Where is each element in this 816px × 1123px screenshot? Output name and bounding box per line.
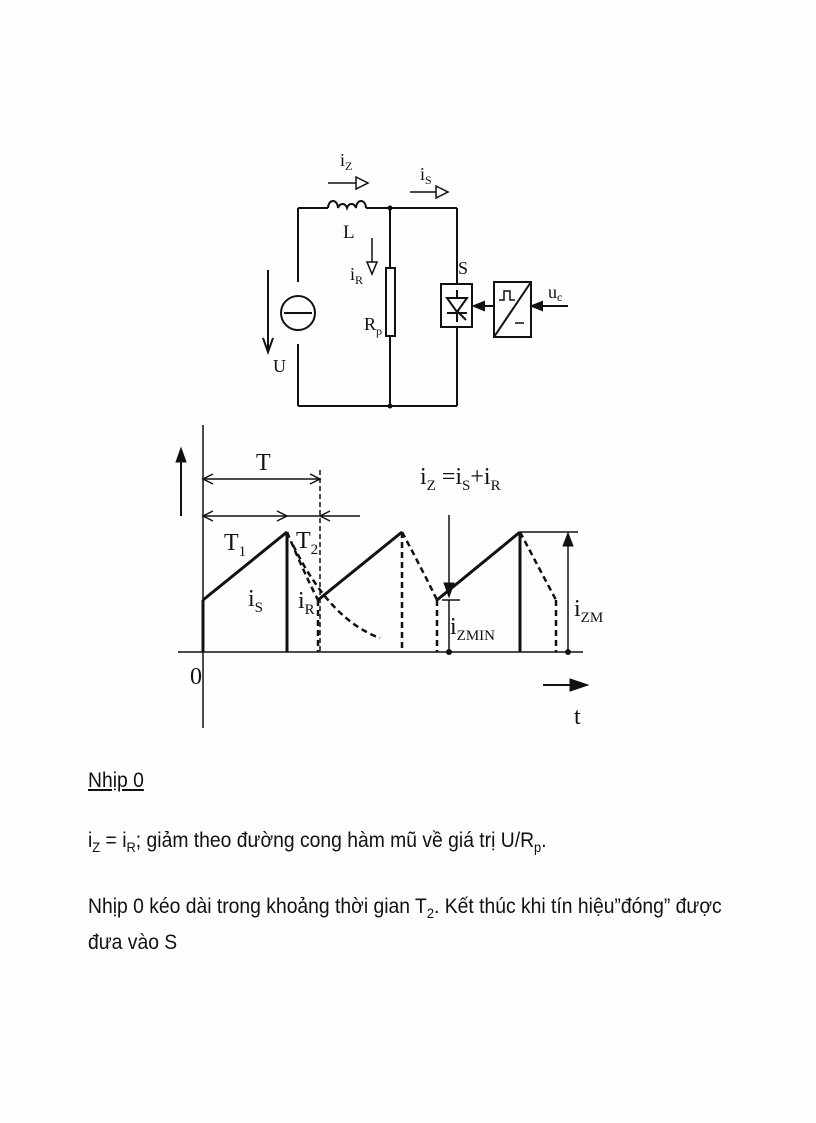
paragraph-current-equation: $i_Z = i_R$; giảm theo đường cong hàm mũ về giá trị $U/R_p$.: [88, 829, 547, 856]
label-is: $i_S$: [420, 164, 432, 187]
waveform-diagram: [176, 425, 588, 728]
label-source-u: U: [273, 356, 286, 376]
label-period-t: T: [256, 450, 271, 476]
inductor-coil: [328, 201, 366, 208]
label-izmin: $i_{ZMIN}$: [450, 614, 495, 644]
label-ir: $i_R$: [350, 264, 364, 287]
label-origin: 0: [190, 664, 202, 690]
circuit-diagram: [263, 177, 568, 406]
label-inductor: L: [343, 222, 355, 243]
label-uc: uc: [548, 282, 563, 304]
paragraph-duration: Nhịp 0 kéo dài trong khoảng thời gian $T_2$. Kết thúc khi tín hiệu”đóng” được đưa vào S: [88, 895, 722, 955]
label-t1: $T_1$: [224, 530, 247, 560]
label-rp: $R_p$: [364, 314, 383, 338]
label-wave-ir: $i_R$: [298, 588, 315, 618]
label-switch: S: [458, 258, 469, 278]
section-heading: Nhịp 0: [88, 769, 144, 792]
label-equation: $i_Z =i_S+i_R$: [420, 464, 501, 494]
label-iz: $i_Z$: [340, 150, 353, 173]
label-t2: $T_2$: [296, 528, 319, 558]
resistor-rp: [386, 268, 395, 336]
label-wave-is: $i_S$: [248, 586, 264, 616]
label-t-axis: t: [574, 704, 581, 730]
label-izm: $i_{ZM}$: [574, 596, 604, 626]
